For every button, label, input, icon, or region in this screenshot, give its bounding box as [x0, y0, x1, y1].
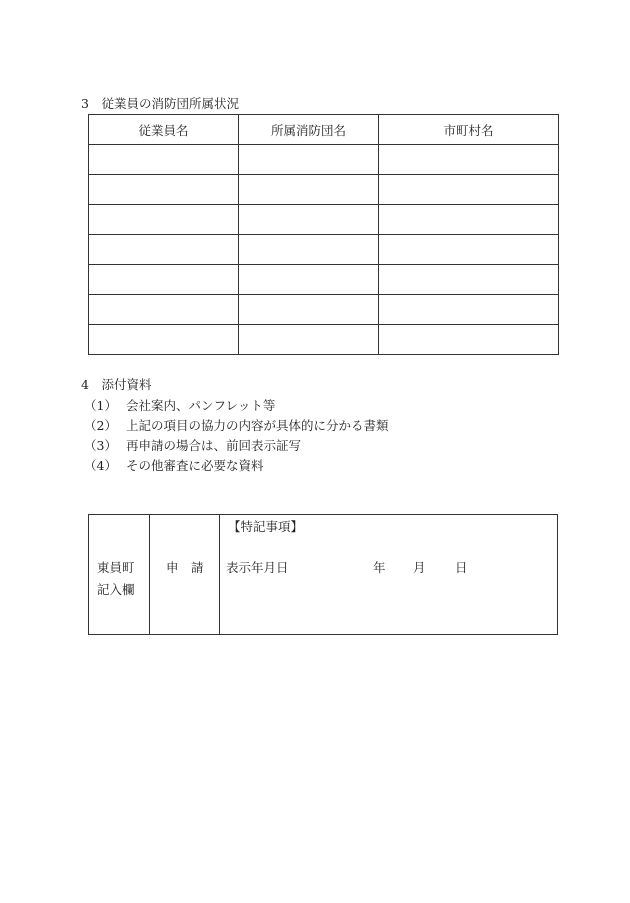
application-label: 申 請: [166, 560, 204, 575]
attachment-item: [84, 416, 389, 434]
table-cell[interactable]: [239, 235, 379, 265]
attachment-item-text: 再申請の場合は、前回表示証写: [126, 438, 302, 453]
table-cell[interactable]: [89, 265, 239, 295]
table-cell[interactable]: [89, 205, 239, 235]
table-cell[interactable]: [379, 205, 559, 235]
table-row: [89, 265, 559, 295]
column-header-employee-name: 従業員名: [89, 115, 239, 145]
table-cell[interactable]: [239, 325, 379, 355]
column-header-fire-brigade-name: 所属消防団名: [239, 115, 379, 145]
table-cell[interactable]: [239, 205, 379, 235]
employee-fire-brigade-table: [88, 114, 559, 355]
table-cell[interactable]: [89, 145, 239, 175]
attachment-item-text: 会社案内、パンフレット等: [126, 398, 276, 413]
table-header-row: [89, 115, 559, 145]
display-date-label: 表示年月日: [226, 560, 289, 575]
office-box-divider: [149, 515, 150, 634]
office-use-box: [88, 514, 558, 635]
table-cell[interactable]: [239, 295, 379, 325]
attachment-item-text: 上記の項目の協力の内容が具体的に分かる書類: [126, 418, 389, 433]
table-cell[interactable]: [239, 265, 379, 295]
section4-heading: 4 添付資料: [81, 377, 152, 392]
section3-heading: 3 従業員の消防団所属状況: [81, 96, 239, 111]
table-row: [89, 175, 559, 205]
table-row: [89, 235, 559, 265]
table-row: [89, 145, 559, 175]
attachment-item-text: その他審査に必要な資料: [126, 458, 264, 473]
table-cell[interactable]: [89, 325, 239, 355]
table-cell[interactable]: [89, 235, 239, 265]
table-cell[interactable]: [379, 325, 559, 355]
year-label: 年: [373, 560, 386, 575]
column-header-municipality-name: 市町村名: [379, 115, 559, 145]
special-notes-heading: 【特記事項】: [228, 519, 304, 534]
table-cell[interactable]: [379, 175, 559, 205]
attachment-item-number: （1）: [84, 398, 117, 413]
attachment-item-number: （2）: [84, 418, 117, 433]
table-cell[interactable]: [379, 235, 559, 265]
table-cell[interactable]: [89, 295, 239, 325]
table-row: [89, 205, 559, 235]
attachment-item: [84, 456, 264, 474]
attachment-item: [84, 436, 301, 454]
table-cell[interactable]: [239, 175, 379, 205]
table-cell[interactable]: [89, 175, 239, 205]
office-box-divider: [219, 515, 220, 634]
attachment-item: [84, 396, 275, 414]
office-use-label-line1: 東員町: [97, 560, 135, 575]
attachment-item-number: （3）: [84, 438, 117, 453]
table-row: [89, 325, 559, 355]
table-cell[interactable]: [239, 145, 379, 175]
office-use-label-line2: 記入欄: [97, 582, 135, 597]
table-cell[interactable]: [379, 295, 559, 325]
table-cell[interactable]: [379, 265, 559, 295]
table-cell[interactable]: [379, 145, 559, 175]
day-label: 日: [455, 560, 468, 575]
attachment-item-number: （4）: [84, 458, 117, 473]
month-label: 月: [413, 560, 426, 575]
table-row: [89, 295, 559, 325]
